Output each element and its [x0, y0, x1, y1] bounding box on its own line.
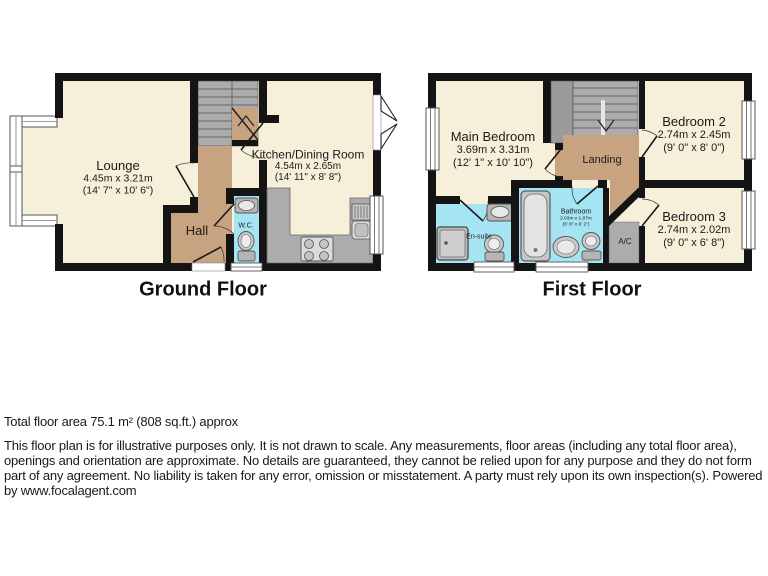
ensuite-window-icon: [474, 262, 514, 272]
wc-toilet-icon: [238, 232, 255, 262]
bathroom-label: Bathroom: [560, 208, 592, 216]
bay-window-icon: [10, 116, 63, 226]
lounge-dimensions-imperial: (14' 7" x 10' 6"): [82, 184, 154, 197]
lounge-label: Lounge: [96, 158, 140, 174]
main-bedroom-dimensions-imperial: (12' 1" x 10' 10"): [453, 157, 533, 170]
wc-label: W.C.: [238, 222, 254, 230]
kitchen-dimensions-imperial: (14' 11" x 8' 8"): [274, 171, 342, 183]
main-bedroom-label: Main Bedroom: [450, 129, 536, 145]
stair-wall-block: [551, 81, 573, 143]
bedroom2-window-icon: [742, 101, 755, 159]
disclaimer-text: This floor plan is for illustrative purposes only. It is not drawn to scale. Any measurements, floor areas (including any total floor area), openings and orientation are approximate. No details are guaranteed, they cannot be relied upon for any purpose and they do not form part of any agreement. No liability is taken for any error, omission or misstatement. A party must rely upon its own inspection(s). Powered by www.focalagent.com: [4, 438, 763, 498]
bedroom3-window-icon: [742, 191, 755, 249]
kitchen-dimensions-metric: 4.54m x 2.65m: [274, 160, 342, 172]
ac-label: A/C: [618, 236, 632, 246]
bedroom3-dimensions-imperial: (9' 0" x 6' 8"): [663, 237, 725, 250]
landing-label: Landing: [582, 154, 622, 167]
bathroom-toilet-icon: [582, 233, 601, 261]
bathroom-window-icon: [536, 262, 588, 272]
footer: [4, 414, 766, 498]
bathroom-dimensions-metric: 2.03m x 1.87m: [560, 216, 592, 222]
main-bedroom-dimensions-metric: 3.69m x 3.31m: [456, 144, 530, 157]
bathtub-icon: [521, 191, 550, 261]
hob-icon: [301, 237, 333, 261]
ensuite-room: [436, 196, 517, 263]
main-bedroom-window-icon: [426, 108, 439, 170]
bedroom3-label: Bedroom 3: [662, 209, 726, 225]
french-doors-icon: [373, 95, 397, 150]
kitchen-label: Kitchen/Dining Room: [251, 147, 365, 162]
wc-window-icon: [231, 263, 262, 271]
first-floor-title: First Floor: [542, 278, 642, 301]
lounge-dimensions-metric: 4.45m x 3.21m: [83, 172, 153, 185]
bedroom2-label: Bedroom 2: [662, 114, 726, 130]
kitchen-sink-icon: [352, 204, 371, 239]
total-floor-area-text: Total floor area 75.1 m² (808 sq.ft.) approx: [4, 414, 238, 429]
first-stairs-icon: [573, 81, 638, 137]
ground-floor-title: Ground Floor: [139, 278, 267, 301]
bedroom2-dimensions-imperial: (9' 0" x 8' 0"): [663, 142, 725, 155]
bathroom-dimensions-imperial: (6' 8" x 6' 2"): [562, 222, 590, 228]
bathroom-sink-icon: [553, 237, 579, 258]
hall-label: Hall: [185, 223, 209, 239]
wc-sink-icon: [235, 198, 258, 213]
ensuite-label: En-suite: [466, 233, 492, 241]
kitchen-window-icon: [370, 196, 383, 254]
ensuite-sink-icon: [487, 204, 513, 221]
bedroom2-dimensions-metric: 2.74m x 2.45m: [657, 129, 731, 142]
bedroom3-dimensions-metric: 2.74m x 2.02m: [657, 224, 731, 237]
shower-icon: [437, 227, 468, 260]
ground-stairs-icon: [198, 81, 258, 146]
